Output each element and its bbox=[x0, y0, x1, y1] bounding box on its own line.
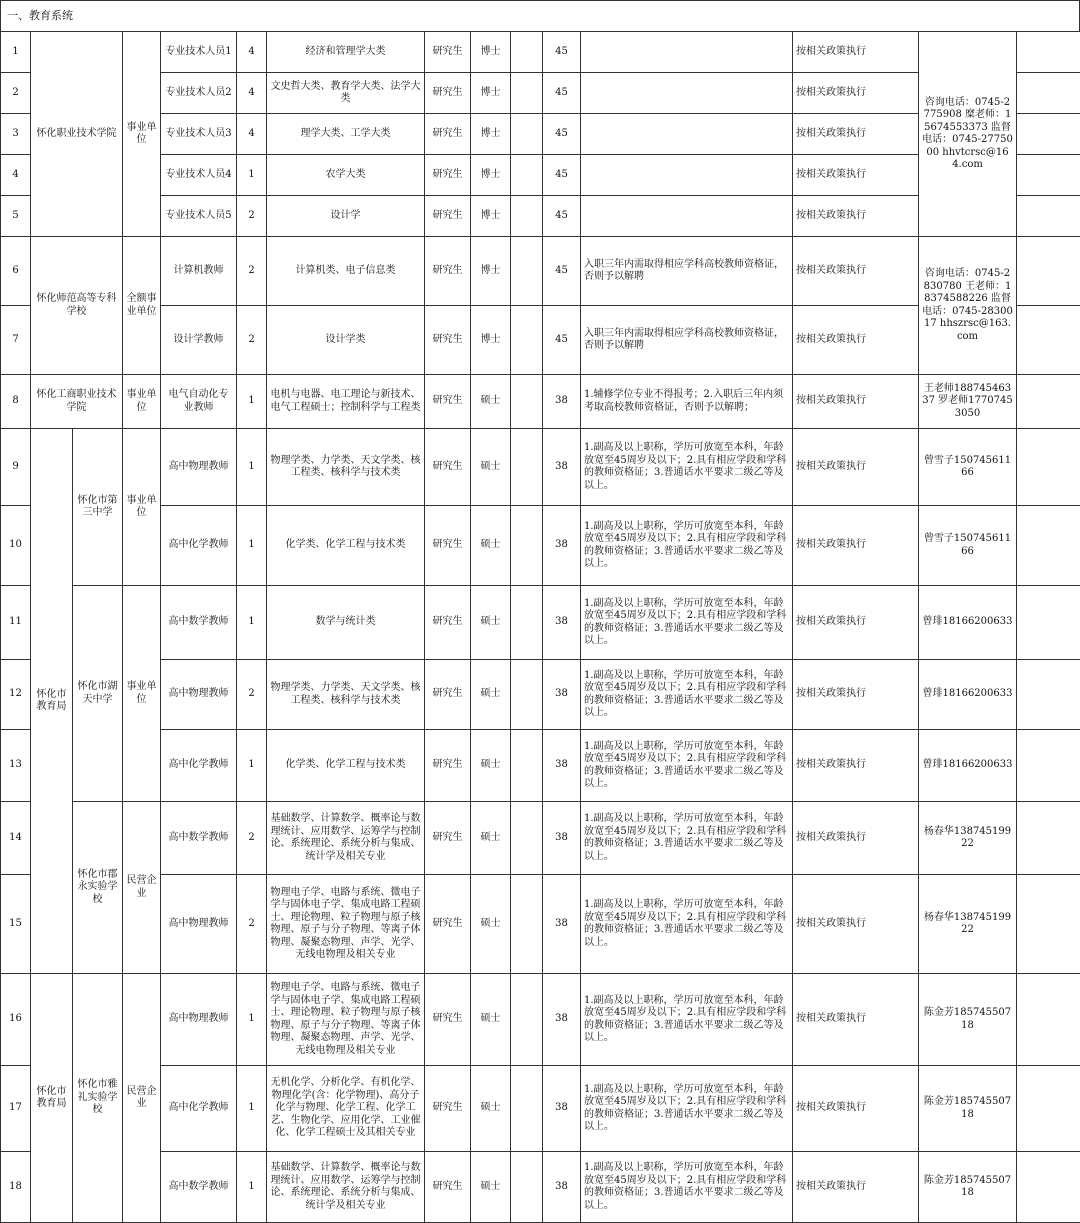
age-limit: 38 bbox=[543, 974, 581, 1066]
table-row bbox=[1, 1152, 1080, 1223]
post-count: 1 bbox=[237, 1152, 267, 1223]
age-limit: 38 bbox=[543, 875, 581, 974]
row-number: 4 bbox=[1, 155, 31, 196]
row-number: 10 bbox=[1, 506, 31, 586]
education: 研究生 bbox=[425, 114, 471, 155]
recruitment-table bbox=[0, 31, 1080, 1223]
post-name: 电气自动化专业教师 bbox=[161, 375, 237, 429]
salary-policy: 按相关政策执行 bbox=[793, 1066, 919, 1152]
empty-cell bbox=[511, 875, 543, 974]
post-name: 高中化学教师 bbox=[161, 730, 237, 802]
table-row bbox=[1, 586, 1080, 660]
contact-info: 杨春华13874519922 bbox=[919, 802, 1017, 875]
degree: 博士 bbox=[471, 73, 511, 114]
post-count: 1 bbox=[237, 974, 267, 1066]
post-name: 高中物理教师 bbox=[161, 875, 237, 974]
empty-cell bbox=[1017, 730, 1080, 802]
post-count: 1 bbox=[237, 586, 267, 660]
table-row bbox=[1, 73, 1080, 114]
other-requirements: 1.副高及以上职称，学历可放宽至本科，年龄放宽至45周岁及以下；2.具有相应学段和学科的教师资格证；3.普通话水平要求二级乙等及以上。 bbox=[581, 1066, 793, 1152]
major-requirement: 基础数学、计算数学、概率论与数理统计、应用数学、运筹学与控制论、系统理论、系统分析与集成、统计学及相关专业 bbox=[267, 802, 425, 875]
row-number: 5 bbox=[1, 196, 31, 237]
age-limit: 45 bbox=[543, 155, 581, 196]
post-name: 专业技术人员4 bbox=[161, 155, 237, 196]
major-requirement: 电机与电器、电工理论与新技术、电气工程硕士；控制科学与工程类 bbox=[267, 375, 425, 429]
empty-cell bbox=[511, 375, 543, 429]
unit-name: 怀化师范高等专科学校 bbox=[31, 237, 123, 375]
empty-cell bbox=[1017, 114, 1080, 155]
degree: 硕士 bbox=[471, 660, 511, 730]
empty-cell bbox=[1017, 73, 1080, 114]
empty-cell bbox=[1017, 32, 1080, 73]
contact-info: 曾雪子15074561166 bbox=[919, 506, 1017, 586]
empty-cell bbox=[1017, 429, 1080, 506]
contact-info: 陈金芳18574550718 bbox=[919, 1066, 1017, 1152]
other-requirements: 1.副高及以上职称，学历可放宽至本科，年龄放宽至45周岁及以下；2.具有相应学段和学科的教师资格证；3.普通话水平要求二级乙等及以上。 bbox=[581, 875, 793, 974]
empty-cell bbox=[1017, 375, 1080, 429]
row-number: 18 bbox=[1, 1152, 31, 1223]
post-count: 2 bbox=[237, 196, 267, 237]
table-row bbox=[1, 974, 1080, 1066]
unit-name: 怀化工商职业技术学院 bbox=[31, 375, 123, 429]
unit-nature: 事业单位 bbox=[123, 586, 161, 802]
salary-policy: 按相关政策执行 bbox=[793, 660, 919, 730]
empty-cell bbox=[1017, 506, 1080, 586]
education: 研究生 bbox=[425, 196, 471, 237]
empty-cell bbox=[511, 1066, 543, 1152]
education: 研究生 bbox=[425, 32, 471, 73]
empty-cell bbox=[1017, 196, 1080, 237]
empty-cell bbox=[1017, 660, 1080, 730]
post-count: 1 bbox=[237, 375, 267, 429]
degree: 硕士 bbox=[471, 974, 511, 1066]
age-limit: 38 bbox=[543, 1066, 581, 1152]
major-requirement: 基础数学、计算数学、概率论与数理统计、应用数学、运筹学与控制论、系统理论、系统分析与集成、统计学及相关专业 bbox=[267, 1152, 425, 1223]
table-row bbox=[1, 32, 1080, 73]
empty-cell bbox=[1017, 237, 1080, 306]
table-row bbox=[1, 306, 1080, 375]
age-limit: 45 bbox=[543, 73, 581, 114]
post-count: 2 bbox=[237, 875, 267, 974]
major-requirement: 计算机类、电子信息类 bbox=[267, 237, 425, 306]
education: 研究生 bbox=[425, 155, 471, 196]
empty-cell bbox=[511, 802, 543, 875]
row-number: 2 bbox=[1, 73, 31, 114]
row-number: 3 bbox=[1, 114, 31, 155]
education: 研究生 bbox=[425, 1152, 471, 1223]
degree: 硕士 bbox=[471, 506, 511, 586]
major-requirement: 农学大类 bbox=[267, 155, 425, 196]
education: 研究生 bbox=[425, 586, 471, 660]
unit-nature: 事业单位 bbox=[123, 375, 161, 429]
unit-name: 怀化职业技术学院 bbox=[31, 32, 123, 237]
education: 研究生 bbox=[425, 660, 471, 730]
major-requirement: 化学类、化学工程与技术类 bbox=[267, 730, 425, 802]
other-requirements: 1.辅修学位专业不得报考；2.入职后三年内须考取高校教师资格证，否则予以解聘； bbox=[581, 375, 793, 429]
major-requirement: 物理电子学、电路与系统、微电子学与固体电子学、集成电路工程硕士、理论物理、粒子物理与原子核物理、原子与分子物理、等离子体物理、凝聚态物理、声学、光学、无线电物理及相关专业 bbox=[267, 875, 425, 974]
age-limit: 45 bbox=[543, 114, 581, 155]
post-name: 高中物理教师 bbox=[161, 660, 237, 730]
post-count: 1 bbox=[237, 730, 267, 802]
major-requirement: 设计学 bbox=[267, 196, 425, 237]
table-row bbox=[1, 1066, 1080, 1152]
empty-cell bbox=[511, 506, 543, 586]
salary-policy: 按相关政策执行 bbox=[793, 196, 919, 237]
table-row bbox=[1, 237, 1080, 306]
salary-policy: 按相关政策执行 bbox=[793, 506, 919, 586]
other-requirements: 1.副高及以上职称，学历可放宽至本科，年龄放宽至45周岁及以下；2.具有相应学段和学科的教师资格证；3.普通话水平要求二级乙等及以上。 bbox=[581, 730, 793, 802]
education: 研究生 bbox=[425, 506, 471, 586]
post-name: 高中化学教师 bbox=[161, 1066, 237, 1152]
contact-info: 曾琲18166200633 bbox=[919, 730, 1017, 802]
empty-cell bbox=[511, 196, 543, 237]
post-name: 设计学教师 bbox=[161, 306, 237, 375]
post-count: 1 bbox=[237, 429, 267, 506]
education: 研究生 bbox=[425, 73, 471, 114]
major-requirement: 设计学类 bbox=[267, 306, 425, 375]
age-limit: 38 bbox=[543, 586, 581, 660]
empty-cell bbox=[511, 730, 543, 802]
row-number: 13 bbox=[1, 730, 31, 802]
salary-policy: 按相关政策执行 bbox=[793, 974, 919, 1066]
empty-cell bbox=[1017, 802, 1080, 875]
education: 研究生 bbox=[425, 237, 471, 306]
age-limit: 45 bbox=[543, 306, 581, 375]
row-number: 6 bbox=[1, 237, 31, 306]
row-number: 14 bbox=[1, 802, 31, 875]
post-name: 计算机教师 bbox=[161, 237, 237, 306]
post-name: 高中物理教师 bbox=[161, 429, 237, 506]
other-requirements: 1.副高及以上职称，学历可放宽至本科，年龄放宽至45周岁及以下；2.具有相应学段和学科的教师资格证；3.普通话水平要求二级乙等及以上。 bbox=[581, 506, 793, 586]
other-requirements: 1.副高及以上职称，学历可放宽至本科，年龄放宽至45周岁及以下；2.具有相应学段和学科的教师资格证；3.普通话水平要求二级乙等及以上。 bbox=[581, 429, 793, 506]
row-number: 11 bbox=[1, 586, 31, 660]
table-body bbox=[1, 32, 1080, 1223]
salary-policy: 按相关政策执行 bbox=[793, 237, 919, 306]
post-count: 2 bbox=[237, 660, 267, 730]
empty-cell bbox=[511, 429, 543, 506]
education: 研究生 bbox=[425, 429, 471, 506]
education: 研究生 bbox=[425, 306, 471, 375]
post-name: 高中数学教师 bbox=[161, 802, 237, 875]
age-limit: 38 bbox=[543, 506, 581, 586]
other-requirements bbox=[581, 155, 793, 196]
contact-info: 咨询电话：0745-2830780 王老师：18374588226 监督电话：0745-2830017 hhszrsc@163.com bbox=[919, 237, 1017, 375]
empty-cell bbox=[511, 155, 543, 196]
empty-cell bbox=[1017, 155, 1080, 196]
unit-nature: 事业单位 bbox=[123, 32, 161, 237]
post-name: 高中数学教师 bbox=[161, 586, 237, 660]
degree: 硕士 bbox=[471, 802, 511, 875]
salary-policy: 按相关政策执行 bbox=[793, 375, 919, 429]
age-limit: 45 bbox=[543, 196, 581, 237]
empty-cell bbox=[511, 32, 543, 73]
major-requirement: 理学大类、工学大类 bbox=[267, 114, 425, 155]
empty-cell bbox=[511, 974, 543, 1066]
post-count: 4 bbox=[237, 73, 267, 114]
empty-cell bbox=[1017, 306, 1080, 375]
unit-nature: 民营企业 bbox=[123, 974, 161, 1223]
salary-policy: 按相关政策执行 bbox=[793, 586, 919, 660]
post-count: 2 bbox=[237, 802, 267, 875]
empty-cell bbox=[511, 1152, 543, 1223]
post-name: 专业技术人员1 bbox=[161, 32, 237, 73]
degree: 硕士 bbox=[471, 1152, 511, 1223]
age-limit: 38 bbox=[543, 1152, 581, 1223]
major-requirement: 无机化学、分析化学、有机化学、物理化学(含：化学物理)、高分子化学与物理、化学工程、化学工艺、生物化学、应用化学、工业催化、化学工程硕士及其相关专业 bbox=[267, 1066, 425, 1152]
table-row bbox=[1, 155, 1080, 196]
unit-nature: 事业单位 bbox=[123, 429, 161, 586]
school-name: 怀化市湖天中学 bbox=[73, 586, 123, 802]
empty-cell bbox=[1017, 586, 1080, 660]
row-number: 12 bbox=[1, 660, 31, 730]
degree: 博士 bbox=[471, 306, 511, 375]
education: 研究生 bbox=[425, 730, 471, 802]
empty-cell bbox=[1017, 1152, 1080, 1223]
other-requirements: 入职三年内需取得相应学科高校教师资格证，否则予以解聘 bbox=[581, 237, 793, 306]
other-requirements: 1.副高及以上职称，学历可放宽至本科，年龄放宽至45周岁及以下；2.具有相应学段和学科的教师资格证；3.普通话水平要求二级乙等及以上。 bbox=[581, 802, 793, 875]
table-row bbox=[1, 802, 1080, 875]
degree: 硕士 bbox=[471, 586, 511, 660]
empty-cell bbox=[1017, 974, 1080, 1066]
degree: 硕士 bbox=[471, 429, 511, 506]
contact-info: 咨询电话：0745-2775908 糜老师：15674553373 监督电话：0745-2775000 hhvtcrsc@164.com bbox=[919, 32, 1017, 237]
empty-cell bbox=[511, 73, 543, 114]
bureau-name: 怀化市教育局 bbox=[31, 974, 73, 1223]
post-name: 专业技术人员2 bbox=[161, 73, 237, 114]
post-count: 1 bbox=[237, 506, 267, 586]
table-row bbox=[1, 730, 1080, 802]
age-limit: 38 bbox=[543, 660, 581, 730]
degree: 硕士 bbox=[471, 1066, 511, 1152]
degree: 博士 bbox=[471, 196, 511, 237]
post-name: 专业技术人员3 bbox=[161, 114, 237, 155]
empty-cell bbox=[511, 660, 543, 730]
salary-policy: 按相关政策执行 bbox=[793, 730, 919, 802]
degree: 硕士 bbox=[471, 375, 511, 429]
empty-cell bbox=[511, 237, 543, 306]
major-requirement: 经济和管理学大类 bbox=[267, 32, 425, 73]
school-name: 怀化市郡永实验学校 bbox=[73, 802, 123, 974]
empty-cell bbox=[1017, 875, 1080, 974]
age-limit: 38 bbox=[543, 802, 581, 875]
salary-policy: 按相关政策执行 bbox=[793, 1152, 919, 1223]
table-row bbox=[1, 429, 1080, 506]
post-name: 高中物理教师 bbox=[161, 974, 237, 1066]
contact-info: 陈金芳18574550718 bbox=[919, 974, 1017, 1066]
table-row bbox=[1, 375, 1080, 429]
other-requirements bbox=[581, 32, 793, 73]
salary-policy: 按相关政策执行 bbox=[793, 802, 919, 875]
row-number: 8 bbox=[1, 375, 31, 429]
post-count: 2 bbox=[237, 306, 267, 375]
degree: 博士 bbox=[471, 114, 511, 155]
contact-info: 曾琲18166200633 bbox=[919, 660, 1017, 730]
salary-policy: 按相关政策执行 bbox=[793, 155, 919, 196]
other-requirements: 1.副高及以上职称，学历可放宽至本科，年龄放宽至45周岁及以下；2.具有相应学段和学科的教师资格证；3.普通话水平要求二级乙等及以上。 bbox=[581, 586, 793, 660]
education: 研究生 bbox=[425, 974, 471, 1066]
other-requirements: 1.副高及以上职称，学历可放宽至本科，年龄放宽至45周岁及以下；2.具有相应学段和学科的教师资格证；3.普通话水平要求二级乙等及以上。 bbox=[581, 1152, 793, 1223]
other-requirements bbox=[581, 73, 793, 114]
table-row bbox=[1, 875, 1080, 974]
row-number: 15 bbox=[1, 875, 31, 974]
empty-cell bbox=[511, 306, 543, 375]
empty-cell bbox=[511, 586, 543, 660]
school-name: 怀化市雅礼实验学校 bbox=[73, 974, 123, 1223]
degree: 博士 bbox=[471, 32, 511, 73]
post-name: 专业技术人员5 bbox=[161, 196, 237, 237]
age-limit: 45 bbox=[543, 237, 581, 306]
age-limit: 45 bbox=[543, 32, 581, 73]
other-requirements bbox=[581, 196, 793, 237]
major-requirement: 化学类、化学工程与技术类 bbox=[267, 506, 425, 586]
salary-policy: 按相关政策执行 bbox=[793, 429, 919, 506]
other-requirements bbox=[581, 114, 793, 155]
table-row bbox=[1, 196, 1080, 237]
degree: 硕士 bbox=[471, 730, 511, 802]
education: 研究生 bbox=[425, 802, 471, 875]
other-requirements: 1.副高及以上职称，学历可放宽至本科，年龄放宽至45周岁及以下；2.具有相应学段和学科的教师资格证；3.普通话水平要求二级乙等及以上。 bbox=[581, 974, 793, 1066]
contact-info: 曾雪子15074561166 bbox=[919, 429, 1017, 506]
section-title: 一、教育系统 bbox=[0, 0, 1080, 31]
education: 研究生 bbox=[425, 375, 471, 429]
salary-policy: 按相关政策执行 bbox=[793, 114, 919, 155]
major-requirement: 文史哲大类、教育学大类、法学大类 bbox=[267, 73, 425, 114]
contact-info: 王老师18874546337 罗老师17707453050 bbox=[919, 375, 1017, 429]
contact-info: 曾琲18166200633 bbox=[919, 586, 1017, 660]
major-requirement: 数学与统计类 bbox=[267, 586, 425, 660]
salary-policy: 按相关政策执行 bbox=[793, 875, 919, 974]
contact-info: 杨春华13874519922 bbox=[919, 875, 1017, 974]
table-row bbox=[1, 506, 1080, 586]
post-count: 1 bbox=[237, 155, 267, 196]
post-name: 高中数学教师 bbox=[161, 1152, 237, 1223]
contact-info: 陈金芳18574550718 bbox=[919, 1152, 1017, 1223]
unit-nature: 全额事业单位 bbox=[123, 237, 161, 375]
row-number: 1 bbox=[1, 32, 31, 73]
unit-nature: 民营企业 bbox=[123, 802, 161, 974]
row-number: 9 bbox=[1, 429, 31, 506]
post-count: 1 bbox=[237, 1066, 267, 1152]
post-count: 4 bbox=[237, 114, 267, 155]
other-requirements: 1.副高及以上职称，学历可放宽至本科，年龄放宽至45周岁及以下；2.具有相应学段和学科的教师资格证；3.普通话水平要求二级乙等及以上。 bbox=[581, 660, 793, 730]
degree: 博士 bbox=[471, 237, 511, 306]
education: 研究生 bbox=[425, 1066, 471, 1152]
post-count: 4 bbox=[237, 32, 267, 73]
salary-policy: 按相关政策执行 bbox=[793, 306, 919, 375]
empty-cell bbox=[511, 114, 543, 155]
school-name: 怀化市第三中学 bbox=[73, 429, 123, 586]
bureau-name: 怀化市教育局 bbox=[31, 429, 73, 974]
salary-policy: 按相关政策执行 bbox=[793, 73, 919, 114]
degree: 硕士 bbox=[471, 875, 511, 974]
salary-policy: 按相关政策执行 bbox=[793, 32, 919, 73]
table-row bbox=[1, 114, 1080, 155]
major-requirement: 物理电子学、电路与系统、微电子学与固体电子学、集成电路工程硕士、理论物理、粒子物理与原子核物理、原子与分子物理、等离子体物理、凝聚态物理、声学、光学、无线电物理及相关专业 bbox=[267, 974, 425, 1066]
empty-cell bbox=[1017, 1066, 1080, 1152]
row-number: 17 bbox=[1, 1066, 31, 1152]
age-limit: 38 bbox=[543, 375, 581, 429]
major-requirement: 物理学类、力学类、天文学类、核工程类、核科学与技术类 bbox=[267, 660, 425, 730]
age-limit: 38 bbox=[543, 429, 581, 506]
row-number: 7 bbox=[1, 306, 31, 375]
row-number: 16 bbox=[1, 974, 31, 1066]
post-name: 高中化学教师 bbox=[161, 506, 237, 586]
major-requirement: 物理学类、力学类、天文学类、核工程类、核科学与技术类 bbox=[267, 429, 425, 506]
table-row bbox=[1, 660, 1080, 730]
post-count: 2 bbox=[237, 237, 267, 306]
degree: 博士 bbox=[471, 155, 511, 196]
other-requirements: 入职三年内需取得相应学科高校教师资格证，否则予以解聘 bbox=[581, 306, 793, 375]
age-limit: 38 bbox=[543, 730, 581, 802]
education: 研究生 bbox=[425, 875, 471, 974]
